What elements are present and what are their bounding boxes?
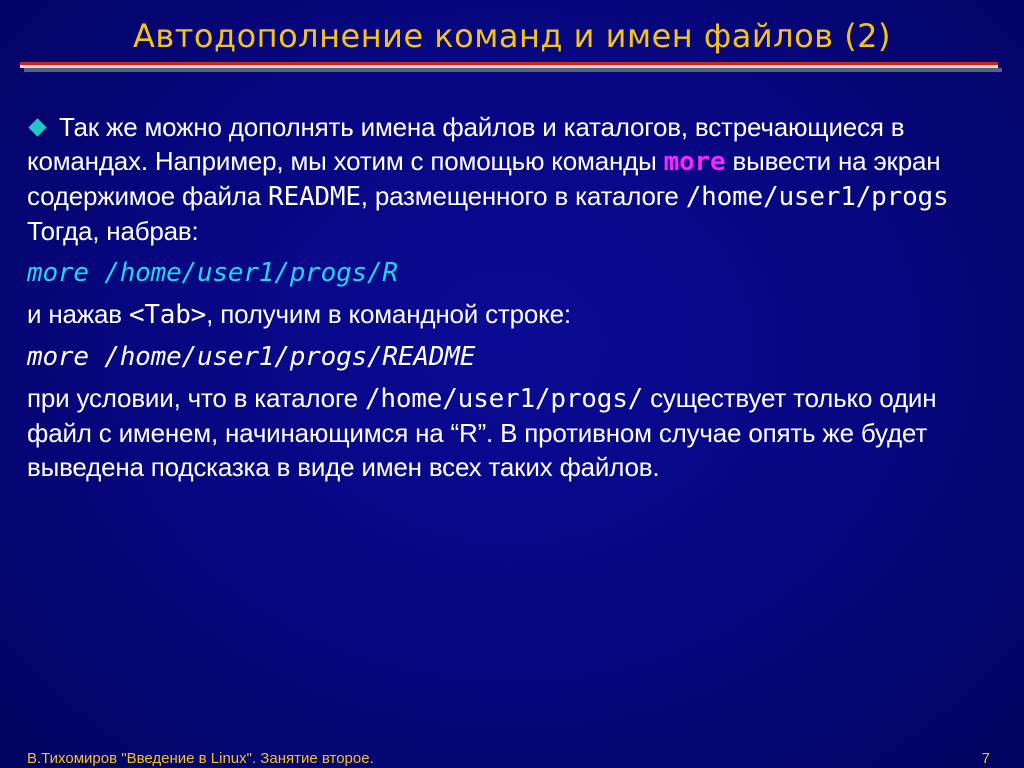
command-completed: more /home/user1/progs/README (27, 342, 476, 372)
paragraph-intro (27, 110, 997, 248)
page-number: 7 (981, 750, 990, 767)
paragraph-condition (27, 381, 997, 484)
diamond-bullet-icon (28, 118, 46, 136)
filename-readme: README (268, 182, 361, 212)
title-divider-shadow (24, 68, 1002, 72)
title-divider (20, 62, 1002, 74)
directory-path: /home/user1/progs (685, 182, 949, 212)
slide-title: Автодополнение команд и имен файлов (2) (132, 17, 892, 55)
footer-author: В.Тихомиров "Введение в Linux". Занятие второе. (27, 750, 374, 767)
keyword-more: more (663, 147, 726, 177)
paragraph-intro-text-4: Тогда, набрав: (27, 216, 199, 246)
paragraph-condition-text-1: при условии, что в каталоге (27, 383, 365, 413)
slide-content (27, 110, 997, 492)
tab-key: <Tab> (128, 300, 207, 330)
command-partial: more /home/user1/progs/R (27, 258, 398, 288)
paragraph-intro-text-2: вывести на экран содержимое файла (27, 146, 941, 211)
directory-path-slash: /home/user1/progs/ (364, 384, 644, 414)
paragraph-tab-text-1: и нажав (27, 299, 129, 329)
paragraph-intro-text-1: Так же можно дополнять имена файлов и каталогов, встречающиеся в командах. Например, мы хотим с помощью команды (27, 112, 905, 176)
paragraph-condition-text-2: существует только один файл с именем, начинающимся на “R”. В противном случае опять же будет выведена подсказка в виде имен всех таких файлов. (27, 383, 937, 482)
paragraph-tab (27, 297, 997, 332)
paragraph-tab-text-2: , получим в командной строке: (206, 299, 571, 329)
paragraph-intro-text-3: , размещенного в каталоге (360, 181, 686, 211)
title-divider-light (20, 65, 998, 68)
